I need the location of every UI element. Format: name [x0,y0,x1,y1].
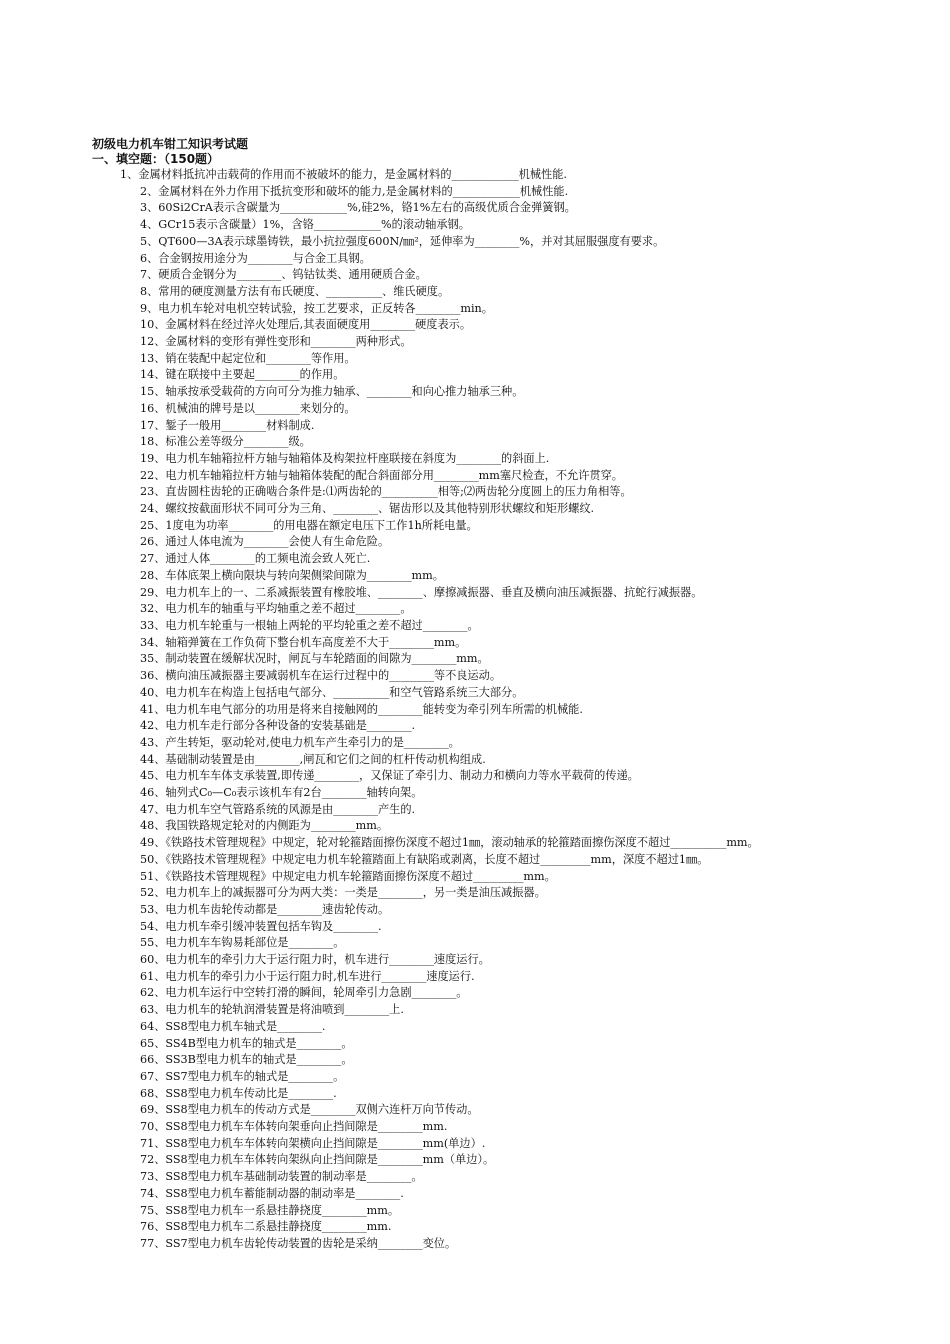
question-item: 27、通过人体________的工频电流会致人死亡. [140,552,371,566]
question-item: 43、产生转矩，驱动轮对,使电力机车产生牵引力的是________。 [140,735,460,749]
question-item: 55、电力机车车钩易耗部位是________。 [140,936,345,950]
question-item: 45、电力机车车体支承装置,即传递________，又保证了牵引力、制动力和横向力等水平载荷的传递。 [140,769,639,783]
question-item: 22、电力机车轴箱拉杆方轴与轴箱体装配的配合斜面部分用________mm塞尺检查，不允许贯穿。 [140,468,623,482]
question-item: 2、金属材料在外力作用下抵抗变形和破坏的能力,是金属材料的____________机械性能. [140,184,569,198]
question-item: 47、电力机车空气管路系统的风源是由________产生的. [140,802,416,816]
question-item: 51、《铁路技术管理规程》中规定电力机车轮箍踏面擦伤深度不超过_________mm。 [140,869,556,883]
question-item: 48、我国铁路规定轮对的内侧距为________mm。 [140,819,389,833]
question-item: 23、直齿圆柱齿轮的正确啮合条件是:⑴两齿轮的__________相等;⑵两齿轮分度圆上的压力角相等。 [140,485,632,499]
question-item: 64、SS8型电力机车轴式是________. [140,1019,326,1033]
question-item: 50、《铁路技术管理规程》中规定电力机车轮箍踏面上有缺陷或剥离，长度不超过_________mm，深度不超过1㎜。 [140,852,709,866]
question-item: 60、电力机车的牵引力大于运行阻力时，机车进行________速度运行。 [140,953,490,967]
question-item: 14、键在联接中主要起________的作用。 [140,368,345,382]
question-item: 71、SS8型电力机车车体转向架横向止挡间隙是________mm(单边）. [140,1136,486,1150]
question-item: 13、销在装配中起定位和________等作用。 [140,351,356,365]
question-item: 72、SS8型电力机车车体转向架纵向止挡间隙是________mm（单边）。 [140,1153,495,1167]
question-item: 4、GCr15表示含碳量）1%，含铬____________%的滚动轴承钢。 [140,218,470,232]
question-item: 15、轴承按承受载荷的方向可分为推力轴承、________和向心推力轴承三种。 [140,385,524,399]
question-item: 25、1度电为功率________的用电器在额定电压下工作1h所耗电量。 [140,518,478,532]
question-item: 10、金属材料在经过淬火处理后,其表面硬度用________硬度表示。 [140,318,472,332]
section-heading: 一、填空题：（150题） [92,152,220,166]
question-item: 7、硬质合金钢分为________、钨钴钛类、通用硬质合金。 [140,268,427,282]
question-item: 12、金属材料的变形有弹性变形和________两种形式。 [140,335,412,349]
question-item: 69、SS8型电力机车的传动方式是________双侧六连杆万向节传动。 [140,1103,479,1117]
question-item: 33、电力机车轮重与一根轴上两轮的平均轮重之差不超过________。 [140,618,479,632]
question-item: 44、基础制动装置是由________,闸瓦和它们之间的杠杆传动机构组成. [140,752,486,766]
document-body [92,137,862,1253]
question-item: 73、SS8型电力机车基础制动装置的制动率是________。 [140,1170,423,1184]
question-item: 53、电力机车齿轮传动都是________速齿轮传动。 [140,902,390,916]
question-item: 16、机械油的牌号是以________来划分的。 [140,401,356,415]
question-item: 77、SS7型电力机车齿轮传动装置的齿轮是采纳________变位。 [140,1237,457,1250]
question-item: 8、常用的硬度测量方法有布氏硬度、__________、维氏硬度。 [140,284,450,298]
question-item: 41、电力机车电气部分的功用是将来自接触网的________能转变为牵引列车所需的机械能. [140,702,583,716]
question-item: 68、SS8型电力机车传动比是________. [140,1086,337,1100]
question-item: 62、电力机车运行中空转打滑的瞬间，轮周牵引力急剧________。 [140,986,468,1000]
question-item: 63、电力机车的轮轨润滑装置是将油喷到________上. [140,1003,404,1017]
question-item: 24、螺纹按截面形状不同可分为三角、________、锯齿形以及其他特别形状螺纹和矩形螺纹. [140,502,595,516]
question-list [92,167,862,1253]
question-item: 61、电力机车的牵引力小于运行阻力时,机车进行________速度运行. [140,969,475,983]
question-item: 52、电力机车上的减振器可分为两大类：一类是________，另一类是油压减振器。 [140,886,546,900]
question-item: 17、錾子一般用________材料制成. [140,418,315,432]
question-item: 34、轴箱弹簧在工作负荷下整台机车高度差不大于________mm。 [140,635,467,649]
question-item: 36、横向油压减振器主要减弱机车在运行过程中的________等不良运动。 [140,669,502,683]
question-item: 65、SS4B型电力机车的轴式是________。 [140,1036,353,1050]
question-item: 32、电力机车的轴重与平均轴重之差不超过________。 [140,602,412,616]
question-item: 35、制动装置在缓解状况时，闸瓦与车轮踏面的间隙为________mm。 [140,652,489,666]
question-item: 1、金属材料抵抗冲击载荷的作用而不被破坏的能力，是金属材料的____________机械性能. [120,168,567,181]
question-item: 9、电力机车轮对电机空转试验，按工艺要求，正反转各________min。 [140,301,493,315]
question-item: 42、电力机车走行部分各种设备的安装基础是________. [140,719,416,733]
question-item: 46、轴列式C₀—C₀表示该机车有2台________轴转向架。 [140,786,423,800]
question-item: 28、车体底架上横向限块与转向架侧梁间隙为________mm。 [140,568,444,582]
question-item: 49、《铁路技术管理规程》中规定，轮对轮箍踏面擦伤深度不超过1㎜，滚动轴承的轮箍踏面擦伤深度不超过__________mm。 [140,836,759,850]
question-item: 5、QT600—3A表示球墨铸铁，最小抗拉强度600N/㎜²，延伸率为________%，并对其屈服强度有要求。 [140,234,665,248]
question-item: 40、电力机车在构造上包括电气部分、__________和空气管路系统三大部分。 [140,685,524,699]
question-item: 70、SS8型电力机车车体转向架垂向止挡间隙是________mm. [140,1120,448,1134]
question-item: 54、电力机车牵引缓冲装置包括车钩及________. [140,919,382,933]
question-item: 75、SS8型电力机车一系悬挂静挠度________mm。 [140,1203,400,1217]
document-title: 初级电力机车钳工知识考试题 [92,137,249,151]
question-item: 6、合金钢按用途分为________与合金工具钢。 [140,251,371,265]
question-item: 26、通过人体电流为________会使人有生命危险。 [140,535,390,549]
question-item: 76、SS8型电力机车二系悬挂静挠度________mm. [140,1220,392,1234]
question-item: 74、SS8型电力机车蓄能制动器的制动率是________. [140,1186,404,1200]
question-item: 66、SS3B型电力机车的轴式是________。 [140,1053,353,1067]
question-item: 29、电力机车上的一、二系减振装置有橡胶堆、________、摩擦减振器、垂直及横向油压减振器、抗蛇行减振器。 [140,585,703,599]
question-item: 19、电力机车轴箱拉杆方轴与轴箱体及构架拉杆座联接在斜度为________的斜面上. [140,451,550,465]
question-item: 67、SS7型电力机车的轴式是________。 [140,1069,345,1083]
question-item: 3、60Si2CrA表示含碳量为____________%,硅2%，铬1%左右的高级优质合金弹簧钢。 [140,201,576,215]
question-item: 18、标准公差等级分________级。 [140,435,311,449]
